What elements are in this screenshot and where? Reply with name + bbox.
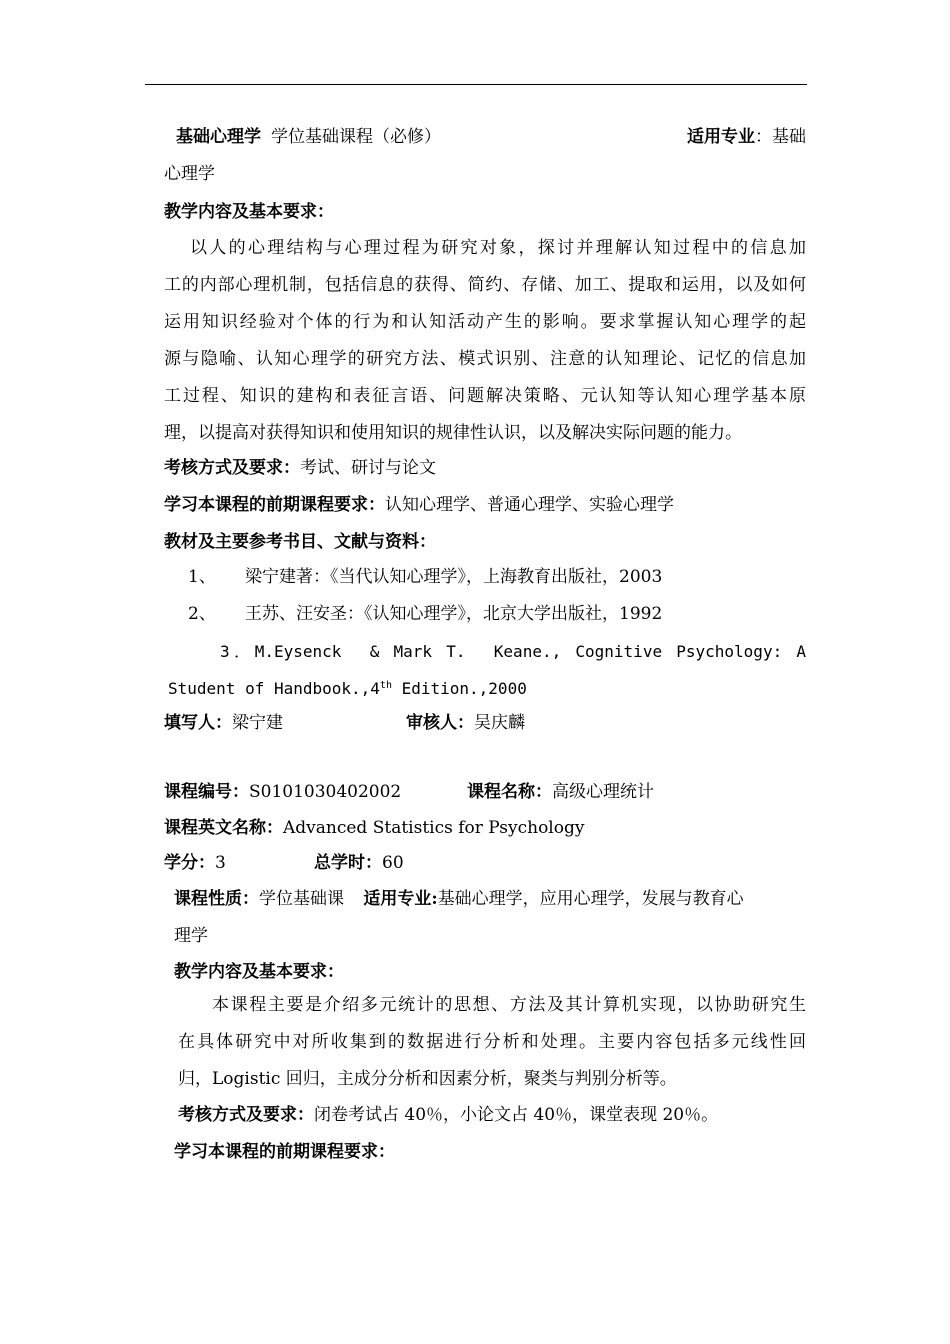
reviewer-label: 审核人： xyxy=(406,713,474,733)
course2-content-line: 归，Logistic 回归，主成分分析和因素分析，聚类与判别分析等。 xyxy=(178,1069,677,1089)
course1-refs-heading: 教材及主要参考书目、文献与资料： xyxy=(164,532,436,552)
reference-item-3-line2: Student of Handbook.,4th Edition.,2000 xyxy=(168,679,527,698)
course2-content-line: 本课程主要是介绍多元统计的思想、方法及其计算机实现，以协助研究生 xyxy=(212,995,806,1015)
course2-content-heading: 教学内容及基本要求： xyxy=(174,962,344,982)
course1-major-label: 适用专业 xyxy=(687,127,755,147)
reference-item xyxy=(188,604,806,624)
course1-header-line: 基础心理学 学位基础课程（必修） 适用专业：基础 xyxy=(176,127,806,147)
course2-exam-line xyxy=(178,1105,820,1125)
course1-content-line: 运用知识经验对个体的行为和认知活动产生的影响。要求掌握认知心理学的起 xyxy=(164,312,806,332)
reference-item xyxy=(188,567,806,587)
reviewer-value: 吴庆麟 xyxy=(474,713,525,733)
course2-prereq-label: 学习本课程的前期课程要求： xyxy=(174,1142,395,1162)
course1-signoff-line xyxy=(164,713,806,733)
course1-major-value-a: 基础 xyxy=(772,127,806,147)
reference-number: 2、 xyxy=(188,604,216,624)
reference-text: 王苏、汪安圣：《认知心理学》，北京大学出版社，1992 xyxy=(245,604,663,624)
course1-prereq-label: 学习本课程的前期课程要求： xyxy=(164,495,385,515)
course2-major-value: 基础心理学，应用心理学，发展与教育心 xyxy=(437,889,744,909)
course2-english-name-line xyxy=(164,818,806,838)
course2-nature-label: 课程性质： xyxy=(174,889,259,909)
course1-exam-line xyxy=(164,458,806,478)
course1-content-line: 工的内部心理机制，包括信息的获得、简约、存储、加工、提取和运用，以及如何 xyxy=(164,275,806,295)
course2-major-label: 适用专业: xyxy=(363,889,438,909)
course2-content-line: 在具体研究中对所收集到的数据进行分析和处理。主要内容包括多元线性回 xyxy=(178,1032,806,1052)
course1-name: 基础心理学 xyxy=(176,127,261,147)
course2-en-label: 课程英文名称： xyxy=(164,818,283,838)
course1-exam-value: 考试、研讨与论文 xyxy=(300,458,436,478)
course2-exam-value: 闭卷考试占 40％，小论文占 40％，课堂表现 20％。 xyxy=(314,1105,719,1125)
writer-label: 填写人： xyxy=(164,713,232,733)
reference-number: 1、 xyxy=(188,567,216,587)
course2-name-value: 高级心理统计 xyxy=(552,782,654,802)
course1-major-value-b: 心理学 xyxy=(164,164,215,184)
course2-code-label: 课程编号： xyxy=(164,782,249,802)
reference-text: 梁宁建著：《当代认知心理学》，上海教育出版社，2003 xyxy=(245,567,663,587)
course1-content-heading: 教学内容及基本要求： xyxy=(164,202,334,222)
course2-credit-label: 学分： xyxy=(164,853,215,873)
course2-code-value: S0101030402002 xyxy=(249,782,402,802)
course2-major-cont: 理学 xyxy=(174,926,208,946)
course2-name-label: 课程名称： xyxy=(467,782,552,802)
course2-en-value: Advanced Statistics for Psychology xyxy=(283,818,585,838)
course1-type: 学位基础课程（必修） xyxy=(271,127,441,147)
course2-exam-label: 考核方式及要求： xyxy=(178,1105,314,1125)
course1-prereq-line xyxy=(164,495,806,515)
course1-prereq-value: 认知心理学、普通心理学、实验心理学 xyxy=(385,495,674,515)
writer-value: 梁宁建 xyxy=(232,713,283,733)
course2-code-line xyxy=(164,782,806,802)
course2-nature-line xyxy=(174,889,806,909)
course2-nature-value: 学位基础课 xyxy=(259,889,344,909)
course1-content-line: 理，以提高对获得知识和使用知识的规律性认识，以及解决实际问题的能力。 xyxy=(164,423,742,443)
course1-content-line: 以人的心理结构与心理过程为研究对象，探讨并理解认知过程中的信息加 xyxy=(190,238,806,258)
header-rule xyxy=(145,84,807,85)
course1-content-line: 源与隐喻、认知心理学的研究方法、模式识别、注意的认知理论、记忆的信息加 xyxy=(164,349,806,369)
reference-item-3-line1: 3．M.Eysenck & Mark T. Keane., Cognitive Psychology: A xyxy=(220,642,806,661)
course2-credit-line xyxy=(164,853,806,873)
course2-credit-value: 3 xyxy=(215,853,226,873)
course1-content-line: 工过程、知识的建构和表征言语、问题解决策略、元认知等认知心理学基本原 xyxy=(164,386,806,406)
course2-hours-value: 60 xyxy=(382,853,404,873)
course2-hours-label: 总学时： xyxy=(314,853,382,873)
course1-exam-label: 考核方式及要求： xyxy=(164,458,300,478)
